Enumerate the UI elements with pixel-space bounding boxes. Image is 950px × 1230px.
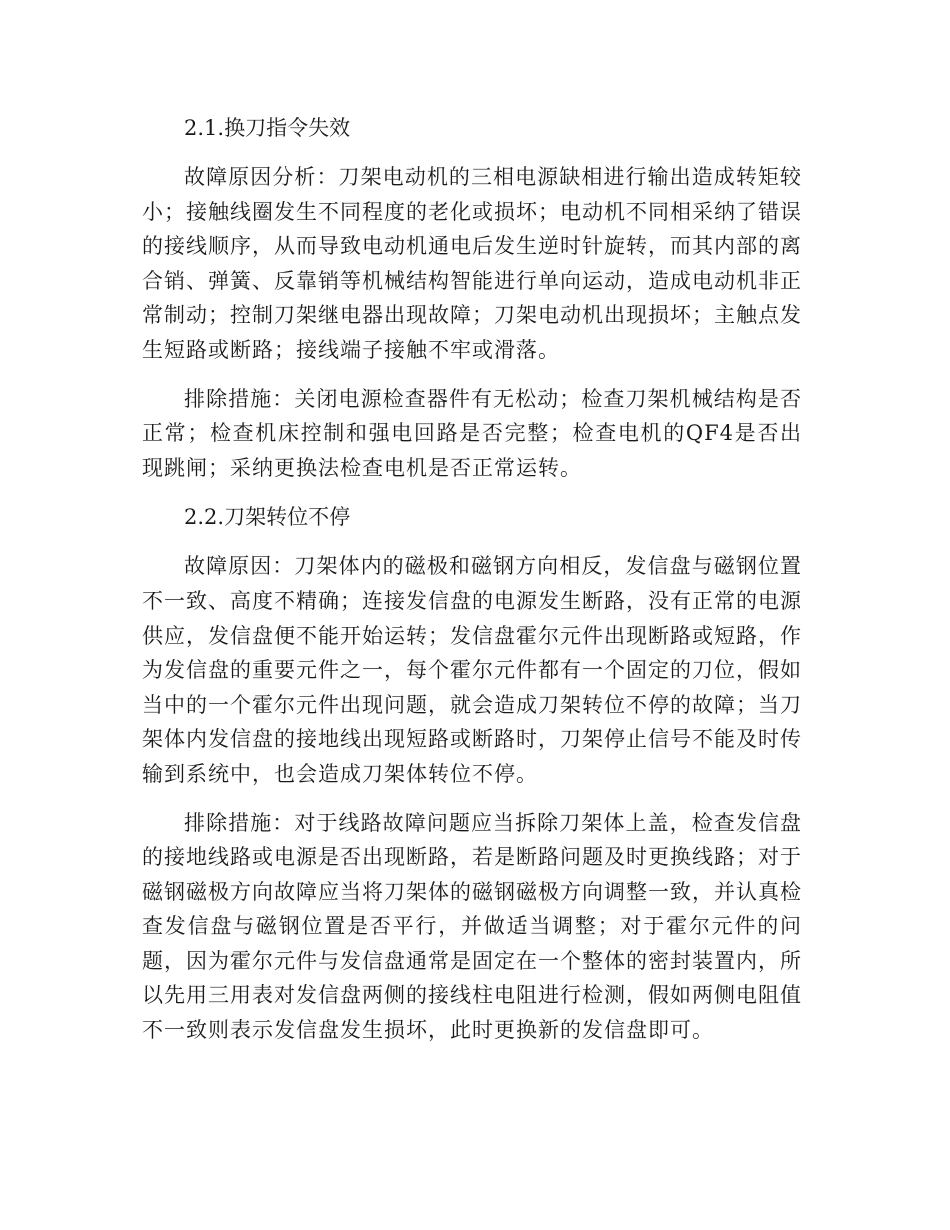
fix-paragraph-2-1: 排除措施：关闭电源检查器件有无松动；检查刀架机械结构是否正常；检查机床控制和强电回路是否完整；检查电机的QF4是否出现跳闸；采纳更换法检查电机是否正常运转。 [142, 386, 802, 480]
fix-paragraph-2-2: 排除措施：对于线路故障问题应当拆除刀架体上盖，检查发信盘的接地线路或电源是否出现断路，若是断路问题及时更换线路；对于磁钢磁极方向故障应当将刀架体的磁钢磁极方向调整一致，并认真检查发信盘与磁钢位置是否平行，并做适当调整；对于霍尔元件的问题，因为霍尔元件与发信盘通常是固定在一个整体的密封装置内，所以先用三用表对发信盘两侧的接线柱电阻进行检测，假如两侧电阻值不一致则表示发信盘发生损坏，此时更换新的发信盘即可。 [142, 810, 802, 1043]
section-heading-2-1: 2.1.换刀指令失效 [184, 116, 351, 140]
cause-paragraph-2-2: 故障原因：刀架体内的磁极和磁钢方向相反，发信盘与磁钢位置不一致、高度不精确；连接发信盘的电源发生断路，没有正常的电源供应，发信盘便不能开始运转；发信盘霍尔元件出现断路或短路，作为发信盘的重要元件之一，每个霍尔元件都有一个固定的刀位，假如当中的一个霍尔元件出现问题，就会造成刀架转位不停的故障；当刀架体内发信盘的接地线出现短路或断路时，刀架停止信号不能及时传输到系统中，也会造成刀架体转位不停。 [142, 554, 802, 786]
cause-paragraph-2-1: 故障原因分析：刀架电动机的三相电源缺相进行输出造成转矩较小；接触线圈发生不同程度的老化或损坏；电动机不同相采纳了错误的接线顺序，从而导致电动机通电后发生逆时针旋转，而其内部的离合销、弹簧、反靠销等机械结构智能进行单向运动，造成电动机非正常制动；控制刀架继电器出现故障；刀架电动机出现损坏；主触点发生短路或断路；接线端子接触不牢或滑落。 [142, 165, 802, 362]
document-body [142, 110, 802, 1062]
section-heading-2-2: 2.2.刀架转位不停 [184, 505, 351, 530]
